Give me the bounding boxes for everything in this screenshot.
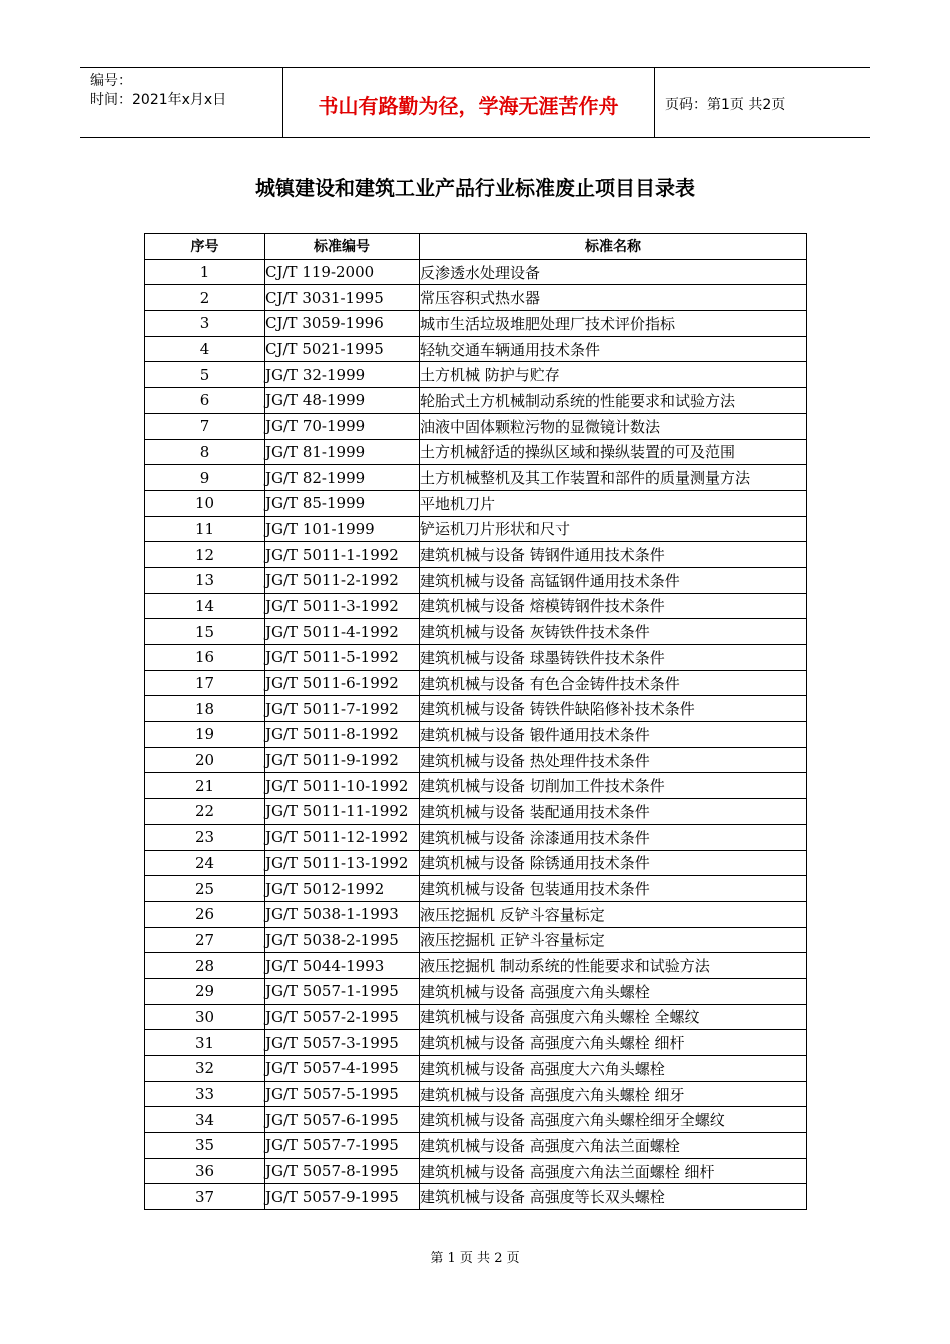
table-row (145, 593, 807, 619)
row-index: 17 (145, 670, 265, 696)
table-row (145, 722, 807, 748)
row-index: 21 (145, 773, 265, 799)
standard-code: JG/T 5044-1993 (265, 953, 420, 979)
standard-code: JG/T 82-1999 (265, 465, 420, 491)
row-index: 25 (145, 876, 265, 902)
table-row (145, 567, 807, 593)
standard-code: JG/T 5011-8-1992 (265, 722, 420, 748)
table-row (145, 619, 807, 645)
row-index: 5 (145, 362, 265, 388)
row-index: 23 (145, 824, 265, 850)
row-index: 33 (145, 1081, 265, 1107)
table-row (145, 259, 807, 285)
standard-code: JG/T 5038-1-1993 (265, 901, 420, 927)
row-index: 22 (145, 799, 265, 825)
row-index: 10 (145, 490, 265, 516)
row-index: 37 (145, 1184, 265, 1210)
standard-name: 建筑机械与设备 高锰钢件通用技术条件 (420, 567, 807, 593)
standard-code: JG/T 70-1999 (265, 413, 420, 439)
standard-code: JG/T 5057-2-1995 (265, 1004, 420, 1030)
standard-code: JG/T 81-1999 (265, 439, 420, 465)
table-row (145, 670, 807, 696)
standard-name: 建筑机械与设备 装配通用技术条件 (420, 799, 807, 825)
standard-code: JG/T 5011-5-1992 (265, 645, 420, 671)
table-row (145, 1184, 807, 1210)
standard-name: 轻轨交通车辆通用技术条件 (420, 336, 807, 362)
standard-name: 建筑机械与设备 高强度六角头螺栓 (420, 978, 807, 1004)
standard-name: 建筑机械与设备 高强度六角头螺栓 全螺纹 (420, 1004, 807, 1030)
standard-name: 建筑机械与设备 高强度等长双头螺栓 (420, 1184, 807, 1210)
standard-code: JG/T 5057-4-1995 (265, 1056, 420, 1082)
standard-name: 油液中固体颗粒污物的显微镜计数法 (420, 413, 807, 439)
standard-code: JG/T 101-1999 (265, 516, 420, 542)
standard-name: 土方机械舒适的操纵区域和操纵装置的可及范围 (420, 439, 807, 465)
row-index: 4 (145, 336, 265, 362)
table-row (145, 1107, 807, 1133)
standard-code: JG/T 5011-13-1992 (265, 850, 420, 876)
standard-name: 建筑机械与设备 铸铁件缺陷修补技术条件 (420, 696, 807, 722)
standard-name: 建筑机械与设备 灰铸铁件技术条件 (420, 619, 807, 645)
standard-name: 建筑机械与设备 高强度六角头螺栓 细杆 (420, 1030, 807, 1056)
standard-code: JG/T 5057-1-1995 (265, 978, 420, 1004)
row-index: 6 (145, 388, 265, 414)
standard-code: JG/T 32-1999 (265, 362, 420, 388)
row-index: 31 (145, 1030, 265, 1056)
table-row (145, 978, 807, 1004)
row-index: 7 (145, 413, 265, 439)
table-row (145, 542, 807, 568)
standard-name: 建筑机械与设备 熔模铸钢件技术条件 (420, 593, 807, 619)
standard-name: 建筑机械与设备 除锈通用技术条件 (420, 850, 807, 876)
standard-name: 建筑机械与设备 高强度六角法兰面螺栓 细杆 (420, 1158, 807, 1184)
row-index: 32 (145, 1056, 265, 1082)
row-index: 30 (145, 1004, 265, 1030)
row-index: 16 (145, 645, 265, 671)
row-index: 24 (145, 850, 265, 876)
table-row (145, 1030, 807, 1056)
row-index: 35 (145, 1133, 265, 1159)
table-header-row (145, 234, 807, 260)
row-index: 15 (145, 619, 265, 645)
table-row (145, 1158, 807, 1184)
row-index: 27 (145, 927, 265, 953)
table-body (145, 259, 807, 1209)
standard-name: 平地机刀片 (420, 490, 807, 516)
table-row (145, 747, 807, 773)
standard-code: JG/T 5057-8-1995 (265, 1158, 420, 1184)
table-row (145, 645, 807, 671)
table-row (145, 516, 807, 542)
standard-name: 建筑机械与设备 高强度六角法兰面螺栓 (420, 1133, 807, 1159)
standard-code: JG/T 48-1999 (265, 388, 420, 414)
standard-name: 建筑机械与设备 高强度六角头螺栓 细牙 (420, 1081, 807, 1107)
table-row (145, 1081, 807, 1107)
standard-code: CJ/T 5021-1995 (265, 336, 420, 362)
standard-name: 液压挖掘机 正铲斗容量标定 (420, 927, 807, 953)
standard-code: JG/T 5012-1992 (265, 876, 420, 902)
row-index: 36 (145, 1158, 265, 1184)
row-index: 19 (145, 722, 265, 748)
standard-code: JG/T 5038-2-1995 (265, 927, 420, 953)
table-row (145, 927, 807, 953)
table-row (145, 490, 807, 516)
table-row (145, 362, 807, 388)
standard-name: 常压容积式热水器 (420, 285, 807, 311)
standard-name: 反渗透水处理设备 (420, 259, 807, 285)
standard-code: JG/T 5057-7-1995 (265, 1133, 420, 1159)
standard-name: 建筑机械与设备 铸钢件通用技术条件 (420, 542, 807, 568)
standard-code: JG/T 5057-3-1995 (265, 1030, 420, 1056)
table-row (145, 876, 807, 902)
table-row (145, 439, 807, 465)
row-index: 28 (145, 953, 265, 979)
standard-code: JG/T 5011-9-1992 (265, 747, 420, 773)
standard-code: JG/T 5011-2-1992 (265, 567, 420, 593)
standard-name: 液压挖掘机 制动系统的性能要求和试验方法 (420, 953, 807, 979)
table-row (145, 311, 807, 337)
header-motto: 书山有路勤为径，学海无涯苦作舟 (318, 94, 619, 118)
table-row (145, 1133, 807, 1159)
standards-table (144, 233, 807, 1210)
table-row (145, 413, 807, 439)
standard-name: 土方机械 防护与贮存 (420, 362, 807, 388)
column-header-index: 序号 (145, 234, 265, 260)
standard-code: JG/T 5011-12-1992 (265, 824, 420, 850)
row-index: 9 (145, 465, 265, 491)
standard-code: JG/T 5011-7-1992 (265, 696, 420, 722)
row-index: 34 (145, 1107, 265, 1133)
table-row (145, 285, 807, 311)
table-row (145, 1004, 807, 1030)
row-index: 2 (145, 285, 265, 311)
standard-name: 建筑机械与设备 涂漆通用技术条件 (420, 824, 807, 850)
standard-code: CJ/T 119-2000 (265, 259, 420, 285)
page-title: 城镇建设和建筑工业产品行业标准废止项目目录表 (255, 176, 695, 200)
standard-name: 建筑机械与设备 切削加工件技术条件 (420, 773, 807, 799)
table-row (145, 696, 807, 722)
header-page-number: 页码：第1页 共2页 (665, 97, 786, 113)
table-row (145, 850, 807, 876)
standard-code: JG/T 5011-4-1992 (265, 619, 420, 645)
column-header-name: 标准名称 (420, 234, 807, 260)
standard-name: 建筑机械与设备 包装通用技术条件 (420, 876, 807, 902)
row-index: 12 (145, 542, 265, 568)
standard-code: JG/T 5011-3-1992 (265, 593, 420, 619)
standard-name: 液压挖掘机 反铲斗容量标定 (420, 901, 807, 927)
row-index: 14 (145, 593, 265, 619)
standard-code: JG/T 5057-6-1995 (265, 1107, 420, 1133)
standard-name: 建筑机械与设备 有色合金铸件技术条件 (420, 670, 807, 696)
document-number-label: 编号： (90, 73, 132, 89)
document-time-label: 时间：2021年x月x日 (90, 92, 227, 108)
document-header (80, 67, 870, 138)
standard-code: JG/T 5011-6-1992 (265, 670, 420, 696)
standard-name: 土方机械整机及其工作装置和部件的质量测量方法 (420, 465, 807, 491)
table-row (145, 1056, 807, 1082)
row-index: 18 (145, 696, 265, 722)
standard-name: 建筑机械与设备 热处理件技术条件 (420, 747, 807, 773)
row-index: 1 (145, 259, 265, 285)
table-row (145, 773, 807, 799)
row-index: 11 (145, 516, 265, 542)
row-index: 20 (145, 747, 265, 773)
page-footer: 第 1 页 共 2 页 (430, 1251, 520, 1266)
row-index: 3 (145, 311, 265, 337)
standard-name: 城市生活垃圾堆肥处理厂技术评价指标 (420, 311, 807, 337)
standard-code: JG/T 5011-1-1992 (265, 542, 420, 568)
standard-code: JG/T 5011-11-1992 (265, 799, 420, 825)
header-meta (80, 68, 282, 137)
table-row (145, 953, 807, 979)
standard-code: JG/T 5057-5-1995 (265, 1081, 420, 1107)
standard-name: 建筑机械与设备 锻件通用技术条件 (420, 722, 807, 748)
standard-code: JG/T 5011-10-1992 (265, 773, 420, 799)
standard-code: JG/T 85-1999 (265, 490, 420, 516)
row-index: 29 (145, 978, 265, 1004)
row-index: 26 (145, 901, 265, 927)
standard-name: 轮胎式土方机械制动系统的性能要求和试验方法 (420, 388, 807, 414)
standard-name: 建筑机械与设备 高强度六角头螺栓细牙全螺纹 (420, 1107, 807, 1133)
table-row (145, 824, 807, 850)
header-motto-cell (282, 68, 655, 137)
table-row (145, 336, 807, 362)
standard-name: 建筑机械与设备 高强度大六角头螺栓 (420, 1056, 807, 1082)
column-header-code: 标准编号 (265, 234, 420, 260)
table-row (145, 799, 807, 825)
table-row (145, 388, 807, 414)
standard-code: CJ/T 3059-1996 (265, 311, 420, 337)
row-index: 8 (145, 439, 265, 465)
standard-name: 铲运机刀片形状和尺寸 (420, 516, 807, 542)
table-row (145, 901, 807, 927)
standard-name: 建筑机械与设备 球墨铸铁件技术条件 (420, 645, 807, 671)
table-row (145, 465, 807, 491)
standard-code: CJ/T 3031-1995 (265, 285, 420, 311)
row-index: 13 (145, 567, 265, 593)
standard-code: JG/T 5057-9-1995 (265, 1184, 420, 1210)
